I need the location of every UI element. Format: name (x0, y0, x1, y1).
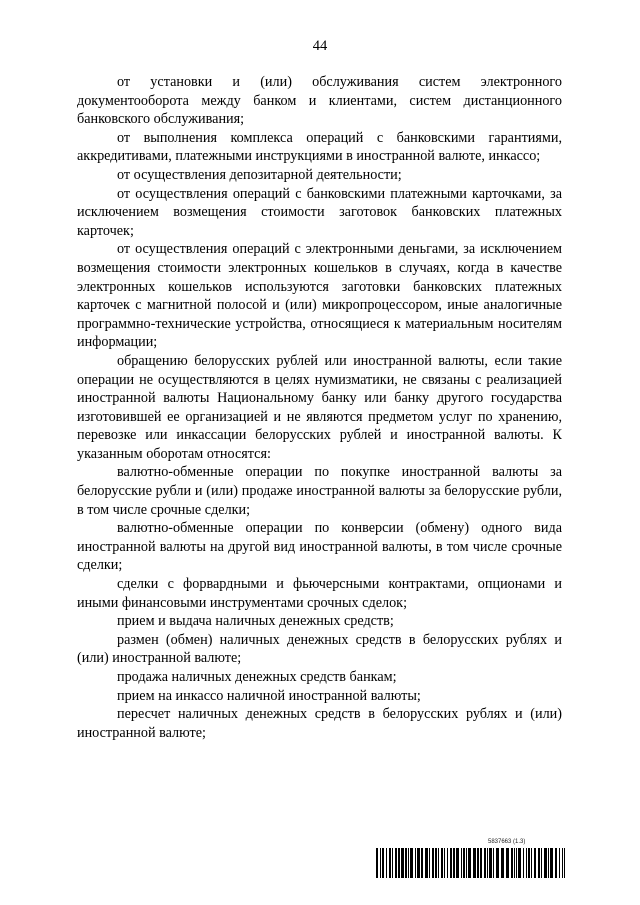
document-id: 5837663 (1.3) (488, 839, 526, 845)
paragraph: продажа наличных денежных средств банкам; (117, 669, 397, 685)
paragraph: размен (обмен) наличных денежных средств в белорусских рублях и (или) иностранной валюте; (77, 631, 562, 667)
paragraph: сделки с форвардными и фьючерсными контрактами, опционами и иными финансовыми инструментами срочных сделок; (77, 576, 562, 611)
barcode-icon (376, 848, 565, 878)
paragraph: прием и выдача наличных денежных средств; (117, 613, 394, 630)
paragraph: обращению белорусских рублей или иностранной валюты, если такие операции не осуществляются в целях нумизматики, не связаны с реализацией иностранной валюты Национальному банку или банку другого государства изготовившей ее организацией и не являются предметом услуг по хранению, перевозке или инкассации белорусских рублей и иностранной валюты. К указанным оборотам относятся: (77, 352, 562, 462)
paragraph: от осуществления операций с банковскими платежными карточками, за исключением возмещения стоимости заготовок банковских платежных карточек; (77, 185, 562, 239)
paragraph: валютно-обменные операции по конверсии (обмену) одного вида иностранной валюты на другой вид иностранной валюты, в том числе срочные сделки; (77, 520, 562, 574)
paragraph: валютно-обменные операции по покупке иностранной валюты за белорусские рубли и (или) продаже иностранной валюты за белорусские рубли, в том числе срочные сделки; (77, 464, 562, 518)
paragraph: прием на инкассо наличной иностранной валюты; (117, 687, 421, 704)
paragraph: от осуществления депозитарной деятельности; (117, 166, 402, 183)
paragraph: пересчет наличных денежных средств в белорусских рублях и (или) иностранной валюте; (77, 706, 562, 741)
page-number: 44 (312, 38, 328, 54)
paragraph: от установки и (или) обслуживания систем электронного документооборота между банком и клиентами, систем дистанционного банковского обслуживания; (77, 74, 562, 128)
document-body (77, 73, 562, 742)
paragraph: от выполнения комплекса операций с банковскими гарантиями, аккредитивами, платежными инструкциями в иностранной валюте, инкассо; (77, 129, 562, 165)
paragraph: от осуществления операций с электронными деньгами, за исключением возмещения стоимости электронных кошельков в случаях, когда в качестве электронных кошельков используются заготовки банковских платежных карточек с магнитной полосой и (или) микропроцессором, иные аналогичные программно-технические устройства, относящиеся к материальным носителям информации; (77, 241, 562, 351)
